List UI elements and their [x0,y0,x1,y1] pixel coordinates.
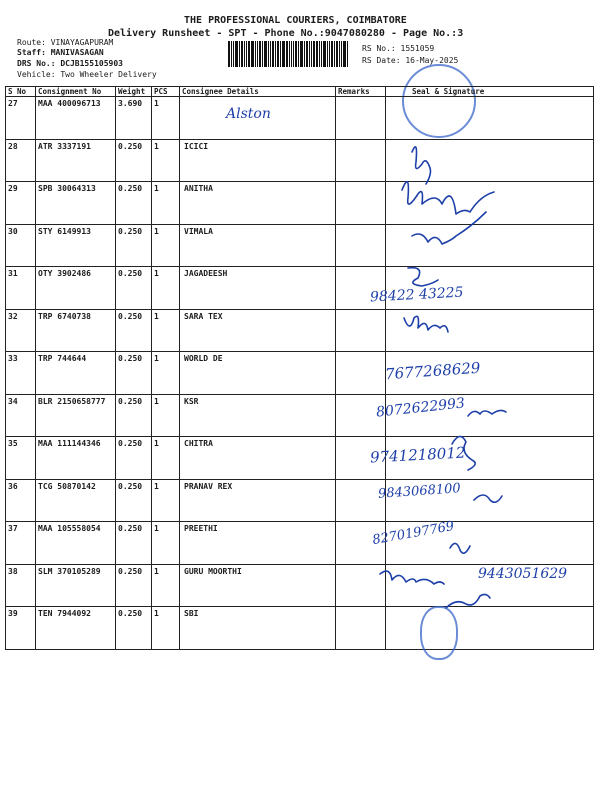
col-consignment: Consignment No [36,87,116,97]
cell-consignment: BLR 2150658777 [36,394,116,437]
col-weight: Weight [116,87,152,97]
cell-pcs: 1 [152,394,180,437]
handwritten-phone-row31: 98422 43225 [369,284,464,306]
cell-consignee: ANITHA [180,182,336,225]
cell-weight: 3.690 [116,97,152,140]
cell-sno: 28 [6,139,36,182]
cell-consignee: SBI [180,607,336,650]
cell-weight: 0.250 [116,309,152,352]
cell-sno: 39 [6,607,36,650]
handwritten-name-alston: Alston [226,106,271,122]
runsheet-subtitle: Delivery Runsheet - SPT - Phone No.:9047080280 - Page No.:3 [108,28,464,39]
cell-sno: 37 [6,522,36,565]
cell-consignee: SARA TEX [180,309,336,352]
cell-weight: 0.250 [116,394,152,437]
cell-consignee: KSR [180,394,336,437]
cell-sno: 36 [6,479,36,522]
vehicle-label: Vehicle: Two Wheeler Delivery [17,70,157,79]
cell-pcs: 1 [152,607,180,650]
cell-consignment: TRP 6740738 [36,309,116,352]
handwritten-phone-row36: 9843068100 [377,481,462,502]
handwritten-phone-row34: 8072622993 [375,395,466,421]
cell-pcs: 1 [152,182,180,225]
cell-weight: 0.250 [116,267,152,310]
cell-pcs: 1 [152,522,180,565]
cell-consignee: GURU MOORTHI [180,564,336,607]
drs-number: DRS No.: DCJB155105903 [17,59,123,68]
cell-sno: 27 [6,97,36,140]
staff-label: Staff: MANIVASAGAN [17,48,104,57]
cell-weight: 0.250 [116,224,152,267]
cell-pcs: 1 [152,437,180,480]
handwritten-phone-row35: 9741218012 [369,443,466,467]
cell-consignee: ICICI [180,139,336,182]
cell-consignment: SPB 30064313 [36,182,116,225]
col-sno: S No [6,87,36,97]
handwritten-phone-row33: 7677268629 [384,358,481,384]
cell-consignment: SLM 370105289 [36,564,116,607]
col-pcs: PCS [152,87,180,97]
handwritten-phone-row37: 8270197769 [371,518,456,549]
cell-consignee: WORLD DE [180,352,336,395]
rs-date: RS Date: 16-May-2025 [362,56,459,65]
cell-weight: 0.250 [116,139,152,182]
route-label: Route: VINAYAGAPURAM [17,38,114,47]
cell-consignee: CHITRA [180,437,336,480]
cell-weight: 0.250 [116,437,152,480]
cell-weight: 0.250 [116,522,152,565]
cell-pcs: 1 [152,479,180,522]
cell-consignment: ATR 3337191 [36,139,116,182]
cell-sno: 32 [6,309,36,352]
cell-pcs: 1 [152,139,180,182]
cell-consignee: PREETHI [180,522,336,565]
cell-pcs: 1 [152,267,180,310]
cell-consignment: OTY 3902486 [36,267,116,310]
cell-pcs: 1 [152,224,180,267]
col-consignee: Consignee Details [180,87,336,97]
cell-pcs: 1 [152,564,180,607]
cell-sno: 35 [6,437,36,480]
cell-pcs: 1 [152,309,180,352]
cell-weight: 0.250 [116,607,152,650]
rs-number: RS No.: 1551059 [362,44,435,53]
cell-weight: 0.250 [116,564,152,607]
col-remarks: Remarks [336,87,386,97]
cell-consignment: TRP 744644 [36,352,116,395]
cell-sno: 33 [6,352,36,395]
cell-pcs: 1 [152,352,180,395]
cell-consignment: STY 6149913 [36,224,116,267]
cell-consignment: MAA 105558054 [36,522,116,565]
cell-sno: 30 [6,224,36,267]
col-signature: Seal & Signature [386,87,594,97]
cell-consignment: MAA 400096713 [36,97,116,140]
cell-sno: 34 [6,394,36,437]
company-title: THE PROFESSIONAL COURIERS, COIMBATORE [184,15,407,26]
cell-consignment: TEN 7944092 [36,607,116,650]
cell-consignment: TCG 50870142 [36,479,116,522]
cell-sno: 29 [6,182,36,225]
cell-consignee: PRANAV REX [180,479,336,522]
cell-consignee: VIMALA [180,224,336,267]
cell-sno: 31 [6,267,36,310]
cell-pcs: 1 [152,97,180,140]
cell-consignee: JAGADEESH [180,267,336,310]
cell-sno: 38 [6,564,36,607]
cell-weight: 0.250 [116,352,152,395]
cell-weight: 0.250 [116,479,152,522]
cell-consignment: MAA 111144346 [36,437,116,480]
bank-seal-stamp [420,606,458,660]
handwritten-phone-row38: 9443051629 [478,566,568,582]
cell-weight: 0.250 [116,182,152,225]
